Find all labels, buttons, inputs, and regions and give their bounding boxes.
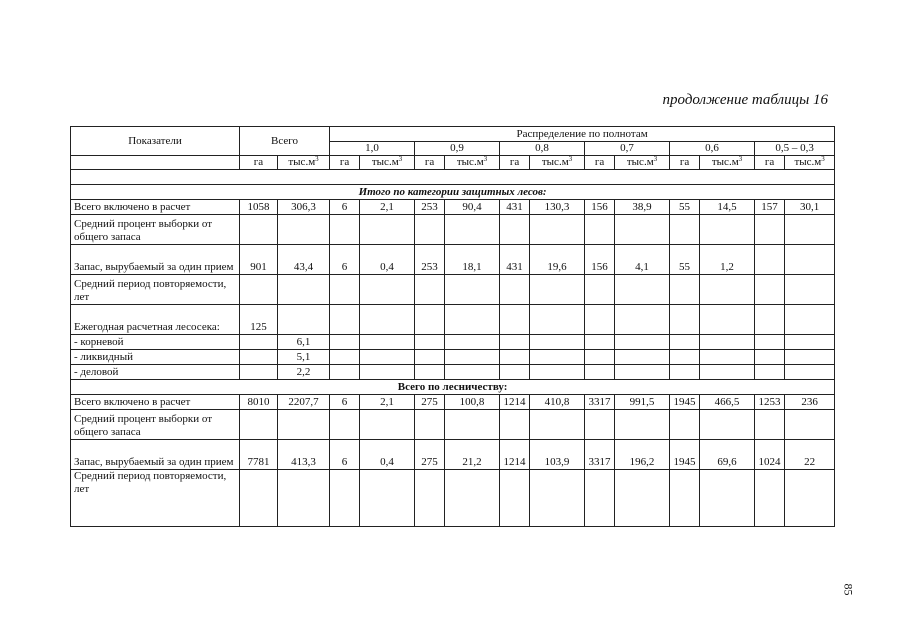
cell-value	[530, 410, 585, 440]
cell-value	[700, 215, 755, 245]
cell-value	[530, 470, 585, 527]
cell-value: 196,2	[615, 440, 670, 470]
cell-value: 69,6	[700, 440, 755, 470]
cell-value	[360, 275, 415, 305]
cell-value	[670, 410, 700, 440]
unit-volume-text: тыс.м	[794, 156, 822, 168]
cell-value: 7781	[240, 440, 278, 470]
cell-value: 30,1	[785, 200, 835, 215]
cell-value: 1214	[500, 440, 530, 470]
section-title: Всего по лесничеству:	[71, 380, 835, 395]
cell-value	[585, 365, 615, 380]
cell-value: 6,1	[278, 335, 330, 350]
cell-value	[785, 215, 835, 245]
cell-value	[585, 305, 615, 335]
cell-value: 6	[330, 440, 360, 470]
table-row	[71, 305, 835, 335]
row-label: Средний процент выборки от общего запаса	[71, 215, 240, 245]
cell-value	[615, 350, 670, 365]
table-row	[71, 470, 835, 527]
row-label: Средний период повторяемости, лет	[71, 470, 240, 527]
cell-value	[360, 335, 415, 350]
cell-value	[240, 365, 278, 380]
cell-value	[240, 215, 278, 245]
unit-volume-text: тыс.м	[626, 156, 654, 168]
cell-value: 130,3	[530, 200, 585, 215]
header-group: 1,0	[330, 142, 415, 156]
cell-value	[500, 305, 530, 335]
cell-value	[415, 305, 445, 335]
cell-value	[785, 335, 835, 350]
header-group: 0,8	[500, 142, 585, 156]
cell-value	[670, 215, 700, 245]
cell-value	[670, 470, 700, 527]
spacer-row	[71, 170, 835, 185]
cell-value: 253	[415, 245, 445, 275]
cell-value: 90,4	[445, 200, 500, 215]
cell-value	[530, 305, 585, 335]
header-group: 0,9	[415, 142, 500, 156]
cell-value	[415, 410, 445, 440]
cell-value	[615, 470, 670, 527]
cell-value: 410,8	[530, 395, 585, 410]
cell-value	[615, 365, 670, 380]
header-total: Всего	[240, 127, 330, 156]
cell-value	[240, 470, 278, 527]
unit-ha: га	[670, 156, 700, 170]
cell-value: 253	[415, 200, 445, 215]
table-row	[71, 275, 835, 305]
cell-value: 55	[670, 245, 700, 275]
cell-value: 55	[670, 200, 700, 215]
cell-value	[755, 305, 785, 335]
cell-value: 1945	[670, 395, 700, 410]
cell-value	[360, 365, 415, 380]
cell-value: 157	[755, 200, 785, 215]
cell-value	[585, 275, 615, 305]
unit-volume-text: тыс.м	[541, 156, 569, 168]
table-row	[71, 440, 835, 470]
unit-ha: га	[415, 156, 445, 170]
cell-value: 991,5	[615, 395, 670, 410]
cell-value: 100,8	[445, 395, 500, 410]
cell-value	[445, 410, 500, 440]
cell-value: 18,1	[445, 245, 500, 275]
cell-value: 275	[415, 440, 445, 470]
cell-value	[585, 350, 615, 365]
cell-value	[700, 410, 755, 440]
cell-value: 38,9	[615, 200, 670, 215]
cell-value	[415, 215, 445, 245]
cell-value	[530, 350, 585, 365]
cell-value: 1024	[755, 440, 785, 470]
cell-value	[785, 470, 835, 527]
cell-value	[755, 335, 785, 350]
cell-value: 103,9	[530, 440, 585, 470]
header-indicators: Показатели	[71, 127, 240, 156]
row-label: Запас, вырубаемый за один прием	[71, 245, 240, 275]
cell-value	[330, 470, 360, 527]
cell-value: 0,4	[360, 440, 415, 470]
cell-value	[445, 215, 500, 245]
row-label: Ежегодная расчетная лесосека:	[71, 305, 240, 335]
cell-value	[755, 365, 785, 380]
header-distribution: Распределение по полнотам	[330, 127, 835, 142]
cell-value	[755, 275, 785, 305]
cell-value	[500, 410, 530, 440]
cell-value	[785, 410, 835, 440]
cell-value	[500, 335, 530, 350]
cell-value	[615, 275, 670, 305]
table-row	[71, 395, 835, 410]
cell-value	[415, 350, 445, 365]
table-row	[71, 365, 835, 380]
unit-volume-exponent: 3	[398, 155, 403, 163]
cell-value: 19,6	[530, 245, 585, 275]
cell-value	[700, 350, 755, 365]
unit-volume-exponent: 3	[483, 155, 488, 163]
cell-value	[670, 275, 700, 305]
cell-value	[445, 305, 500, 335]
table-row	[71, 335, 835, 350]
cell-value	[615, 215, 670, 245]
cell-value	[785, 275, 835, 305]
header-group: 0,5 – 0,3	[755, 142, 835, 156]
cell-value	[670, 365, 700, 380]
table-row	[71, 245, 835, 275]
cell-value	[240, 350, 278, 365]
unit-ha: га	[755, 156, 785, 170]
unit-volume-text: тыс.м	[456, 156, 484, 168]
cell-value	[278, 410, 330, 440]
cell-value: 6	[330, 200, 360, 215]
unit-volume-exponent: 3	[821, 155, 825, 163]
row-label: - ликвидный	[71, 350, 240, 365]
cell-value: 413,3	[278, 440, 330, 470]
cell-value	[755, 245, 785, 275]
cell-value	[700, 335, 755, 350]
cell-value	[785, 245, 835, 275]
cell-value: 1945	[670, 440, 700, 470]
row-label: - деловой	[71, 365, 240, 380]
cell-value	[585, 470, 615, 527]
cell-value	[360, 350, 415, 365]
cell-value	[445, 275, 500, 305]
unit-ha: га	[240, 156, 278, 170]
cell-value: 43,4	[278, 245, 330, 275]
cell-value: 1058	[240, 200, 278, 215]
cell-value	[530, 275, 585, 305]
unit-volume-exponent: 3	[738, 155, 743, 163]
unit-volume	[445, 156, 500, 170]
cell-value: 2,2	[278, 365, 330, 380]
cell-value: 1,2	[700, 245, 755, 275]
row-label: Всего включено в расчет	[71, 200, 240, 215]
cell-value: 2207,7	[278, 395, 330, 410]
cell-value	[585, 335, 615, 350]
data-table	[70, 126, 835, 527]
cell-value	[615, 305, 670, 335]
cell-value	[360, 410, 415, 440]
cell-value	[360, 305, 415, 335]
cell-value	[700, 470, 755, 527]
unit-volume	[360, 156, 415, 170]
cell-value	[278, 305, 330, 335]
cell-value: 156	[585, 200, 615, 215]
cell-value: 21,2	[445, 440, 500, 470]
cell-value	[700, 365, 755, 380]
row-label: - корневой	[71, 335, 240, 350]
cell-value	[415, 275, 445, 305]
page-number: 85	[841, 583, 856, 596]
cell-value	[330, 335, 360, 350]
table-row	[71, 350, 835, 365]
cell-value: 236	[785, 395, 835, 410]
cell-value: 0,4	[360, 245, 415, 275]
cell-value: 5,1	[278, 350, 330, 365]
table-row	[71, 200, 835, 215]
unit-volume-text: тыс.м	[711, 156, 739, 168]
section-title: Итого по категории защитных лесов:	[71, 185, 835, 200]
cell-value	[445, 350, 500, 365]
unit-volume	[278, 156, 330, 170]
cell-value: 466,5	[700, 395, 755, 410]
row-label: Запас, вырубаемый за один прием	[71, 440, 240, 470]
cell-value	[500, 215, 530, 245]
cell-value	[330, 305, 360, 335]
cell-value	[530, 335, 585, 350]
cell-value	[360, 215, 415, 245]
cell-value	[530, 215, 585, 245]
cell-value	[330, 350, 360, 365]
cell-value	[330, 215, 360, 245]
table-row	[71, 410, 835, 440]
row-label: Всего включено в расчет	[71, 395, 240, 410]
cell-value	[500, 470, 530, 527]
cell-value	[445, 470, 500, 527]
cell-value	[670, 335, 700, 350]
cell-value	[670, 305, 700, 335]
cell-value	[330, 365, 360, 380]
unit-volume-exponent: 3	[653, 155, 658, 163]
cell-value	[700, 305, 755, 335]
unit-ha: га	[330, 156, 360, 170]
cell-value: 1214	[500, 395, 530, 410]
cell-value	[240, 335, 278, 350]
row-label: Средний период повторяемости, лет	[71, 275, 240, 305]
cell-value	[530, 365, 585, 380]
cell-value: 2,1	[360, 200, 415, 215]
cell-value	[615, 410, 670, 440]
header-group: 0,6	[670, 142, 755, 156]
unit-volume-text: тыс.м	[371, 156, 399, 168]
cell-value	[785, 350, 835, 365]
unit-ha: га	[500, 156, 530, 170]
cell-value	[670, 350, 700, 365]
row-label: Средний процент выборки от общего запаса	[71, 410, 240, 440]
cell-value: 156	[585, 245, 615, 275]
cell-value	[585, 215, 615, 245]
cell-value: 14,5	[700, 200, 755, 215]
unit-volume-text: тыс.м	[288, 156, 316, 168]
cell-value	[500, 275, 530, 305]
cell-value	[615, 335, 670, 350]
unit-volume-exponent: 3	[568, 155, 573, 163]
cell-value: 306,3	[278, 200, 330, 215]
cell-value	[755, 470, 785, 527]
unit-volume	[700, 156, 755, 170]
cell-value	[415, 365, 445, 380]
table-row	[71, 215, 835, 245]
cell-value: 8010	[240, 395, 278, 410]
cell-value	[785, 365, 835, 380]
cell-value	[755, 350, 785, 365]
cell-value: 6	[330, 395, 360, 410]
cell-value: 1253	[755, 395, 785, 410]
cell-value	[278, 470, 330, 527]
cell-value: 4,1	[615, 245, 670, 275]
cell-value: 125	[240, 305, 278, 335]
cell-value	[360, 470, 415, 527]
unit-volume-exponent: 3	[315, 155, 319, 163]
cell-value	[755, 215, 785, 245]
cell-value: 431	[500, 245, 530, 275]
cell-value: 431	[500, 200, 530, 215]
cell-value	[415, 470, 445, 527]
cell-value: 3317	[585, 395, 615, 410]
cell-value	[585, 410, 615, 440]
cell-value	[278, 275, 330, 305]
unit-ha: га	[585, 156, 615, 170]
cell-value	[700, 275, 755, 305]
header-group: 0,7	[585, 142, 670, 156]
header-unit-blank	[71, 156, 240, 170]
table-caption: продолжение таблицы 16	[662, 92, 828, 108]
cell-value	[445, 335, 500, 350]
cell-value	[445, 365, 500, 380]
cell-value	[330, 410, 360, 440]
cell-value	[415, 335, 445, 350]
unit-volume	[615, 156, 670, 170]
cell-value	[240, 410, 278, 440]
cell-value: 2,1	[360, 395, 415, 410]
cell-value	[785, 305, 835, 335]
cell-value	[500, 350, 530, 365]
unit-volume	[785, 156, 835, 170]
cell-value: 3317	[585, 440, 615, 470]
cell-value: 6	[330, 245, 360, 275]
cell-value: 275	[415, 395, 445, 410]
cell-value	[278, 215, 330, 245]
cell-value: 22	[785, 440, 835, 470]
unit-volume	[530, 156, 585, 170]
cell-value	[755, 410, 785, 440]
cell-value	[500, 365, 530, 380]
cell-value	[240, 275, 278, 305]
cell-value: 901	[240, 245, 278, 275]
cell-value	[330, 275, 360, 305]
